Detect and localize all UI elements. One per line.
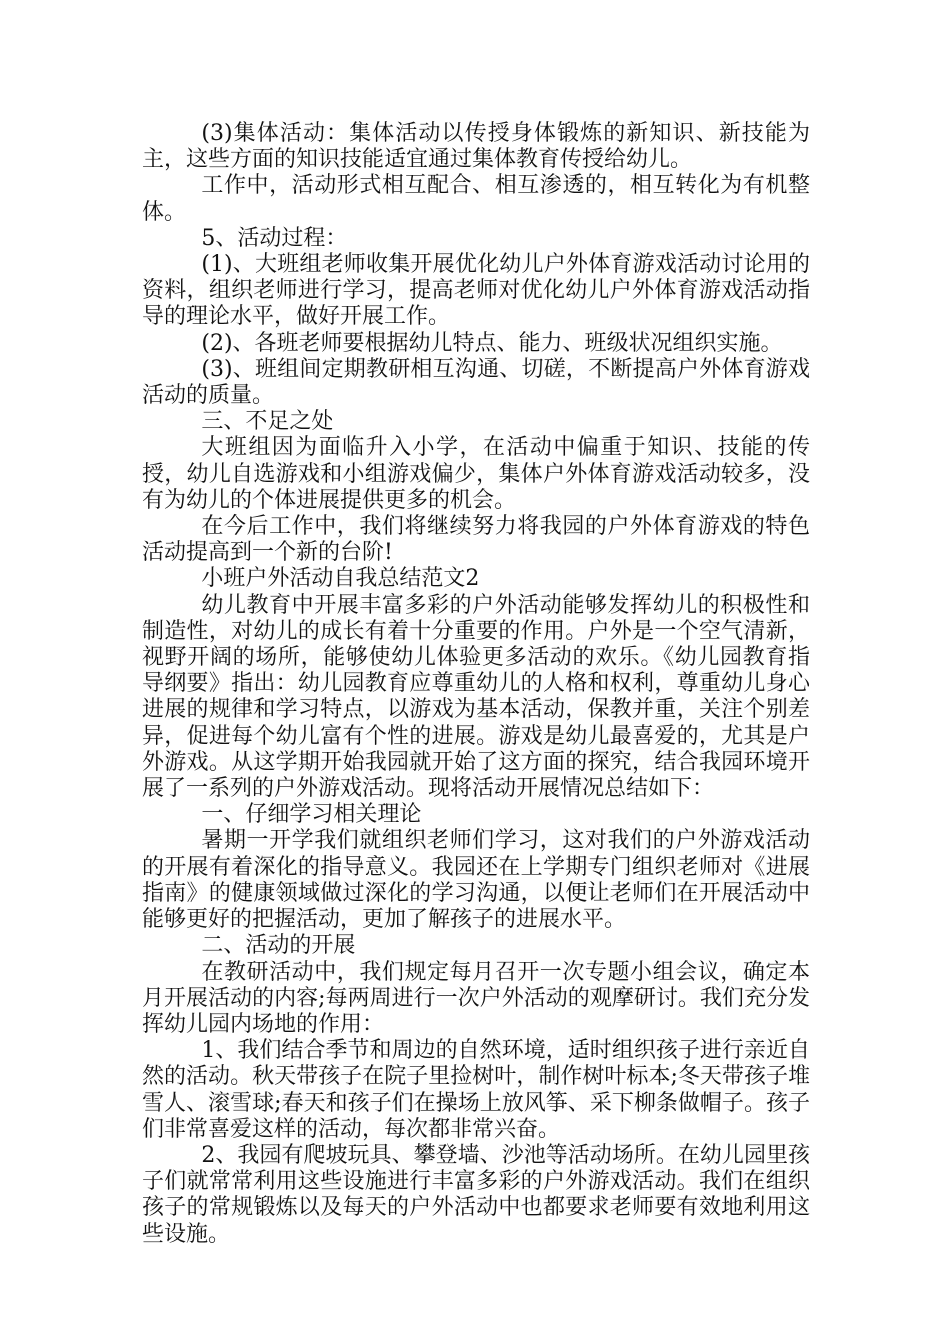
- paragraph: 幼儿教育中开展丰富多彩的户外活动能够发挥幼儿的积极性和制造性，对幼儿的成长有着十分重要的作用。户外是一个空气清新，视野开阔的场所，能够使幼儿体验更多活动的欢乐。《幼儿园教育指导纲要》指出：幼儿园教育应尊重幼儿的人格和权利，尊重幼儿身心进展的规律和学习特点，以游戏为基本活动，保教并重，关注个别差异，促进每个幼儿富有个性的进展。游戏是幼儿最喜爱的，尤其是户外游戏。从这学期开始我园就开始了这方面的探究，结合我园环境开展了一系列的户外游戏活动。现将活动开展情况总结如下：: [142, 592, 810, 802]
- paragraph: (2)、各班老师要根据幼儿特点、能力、班级状况组织实施。: [201, 330, 783, 356]
- section-heading: 一、仔细学习相关理论: [201, 802, 422, 828]
- section-heading: 二、活动的开展: [201, 933, 356, 959]
- paragraph: 在教研活动中，我们规定每月召开一次专题小组会议，确定本月开展活动的内容;每两周进行一次户外活动的观摩研讨。我们充分发挥幼儿园内场地的作用：: [142, 959, 810, 1037]
- paragraph: (1)、大班组老师收集开展优化幼儿户外体育游戏活动讨论用的资料，组织老师进行学习，提高老师对优化幼儿户外体育游戏活动指导的理论水平，做好开展工作。: [142, 252, 810, 330]
- article-title: 小班户外活动自我总结范文2: [201, 566, 480, 592]
- paragraph: (3)、班组间定期教研相互沟通、切磋，不断提高户外体育游戏活动的质量。: [142, 356, 810, 409]
- paragraph: 2、我园有爬坡玩具、攀登墙、沙池等活动场所。在幼儿园里孩子们就常常利用这些设施进行丰富多彩的户外游戏活动。我们在组织孩子的常规锻炼以及每天的户外活动中也都要求老师要有效地利用这些设施。: [142, 1142, 810, 1247]
- paragraph: 暑期一开学我们就组织老师们学习，这对我们的户外游戏活动的开展有着深化的指导意义。我园还在上学期专门组织老师对《进展指南》的健康领域做过深化的学习沟通，以便让老师们在开展活动中能够更好的把握活动，更加了解孩子的进展水平。: [142, 828, 810, 933]
- paragraph: 大班组因为面临升入小学，在活动中偏重于知识、技能的传授，幼儿自选游戏和小组游戏偏少，集体户外体育游戏活动较多，没有为幼儿的个体进展提供更多的机会。: [142, 435, 810, 513]
- paragraph: 在今后工作中，我们将继续努力将我园的户外体育游戏的特色活动提高到一个新的台阶!: [142, 514, 810, 566]
- paragraph: 1、我们结合季节和周边的自然环境，适时组织孩子进行亲近自然的活动。秋天带孩子在院子里捡树叶，制作树叶标本;冬天带孩子堆雪人、滚雪球;春天和孩子们在操场上放风筝、采下柳条做帽子。孩子们非常喜爱这样的活动，每次都非常兴奋。: [142, 1038, 810, 1142]
- paragraph: (3)集体活动：集体活动以传授身体锻炼的新知识、新技能为主，这些方面的知识技能适宜通过集体教育传授给幼儿。: [142, 121, 810, 173]
- paragraph: 5、活动过程：: [201, 225, 348, 251]
- document-body: [142, 121, 810, 1248]
- section-heading: 三、不足之处: [201, 409, 334, 435]
- paragraph: 工作中，活动形式相互配合、相互渗透的，相互转化为有机整体。: [142, 173, 810, 225]
